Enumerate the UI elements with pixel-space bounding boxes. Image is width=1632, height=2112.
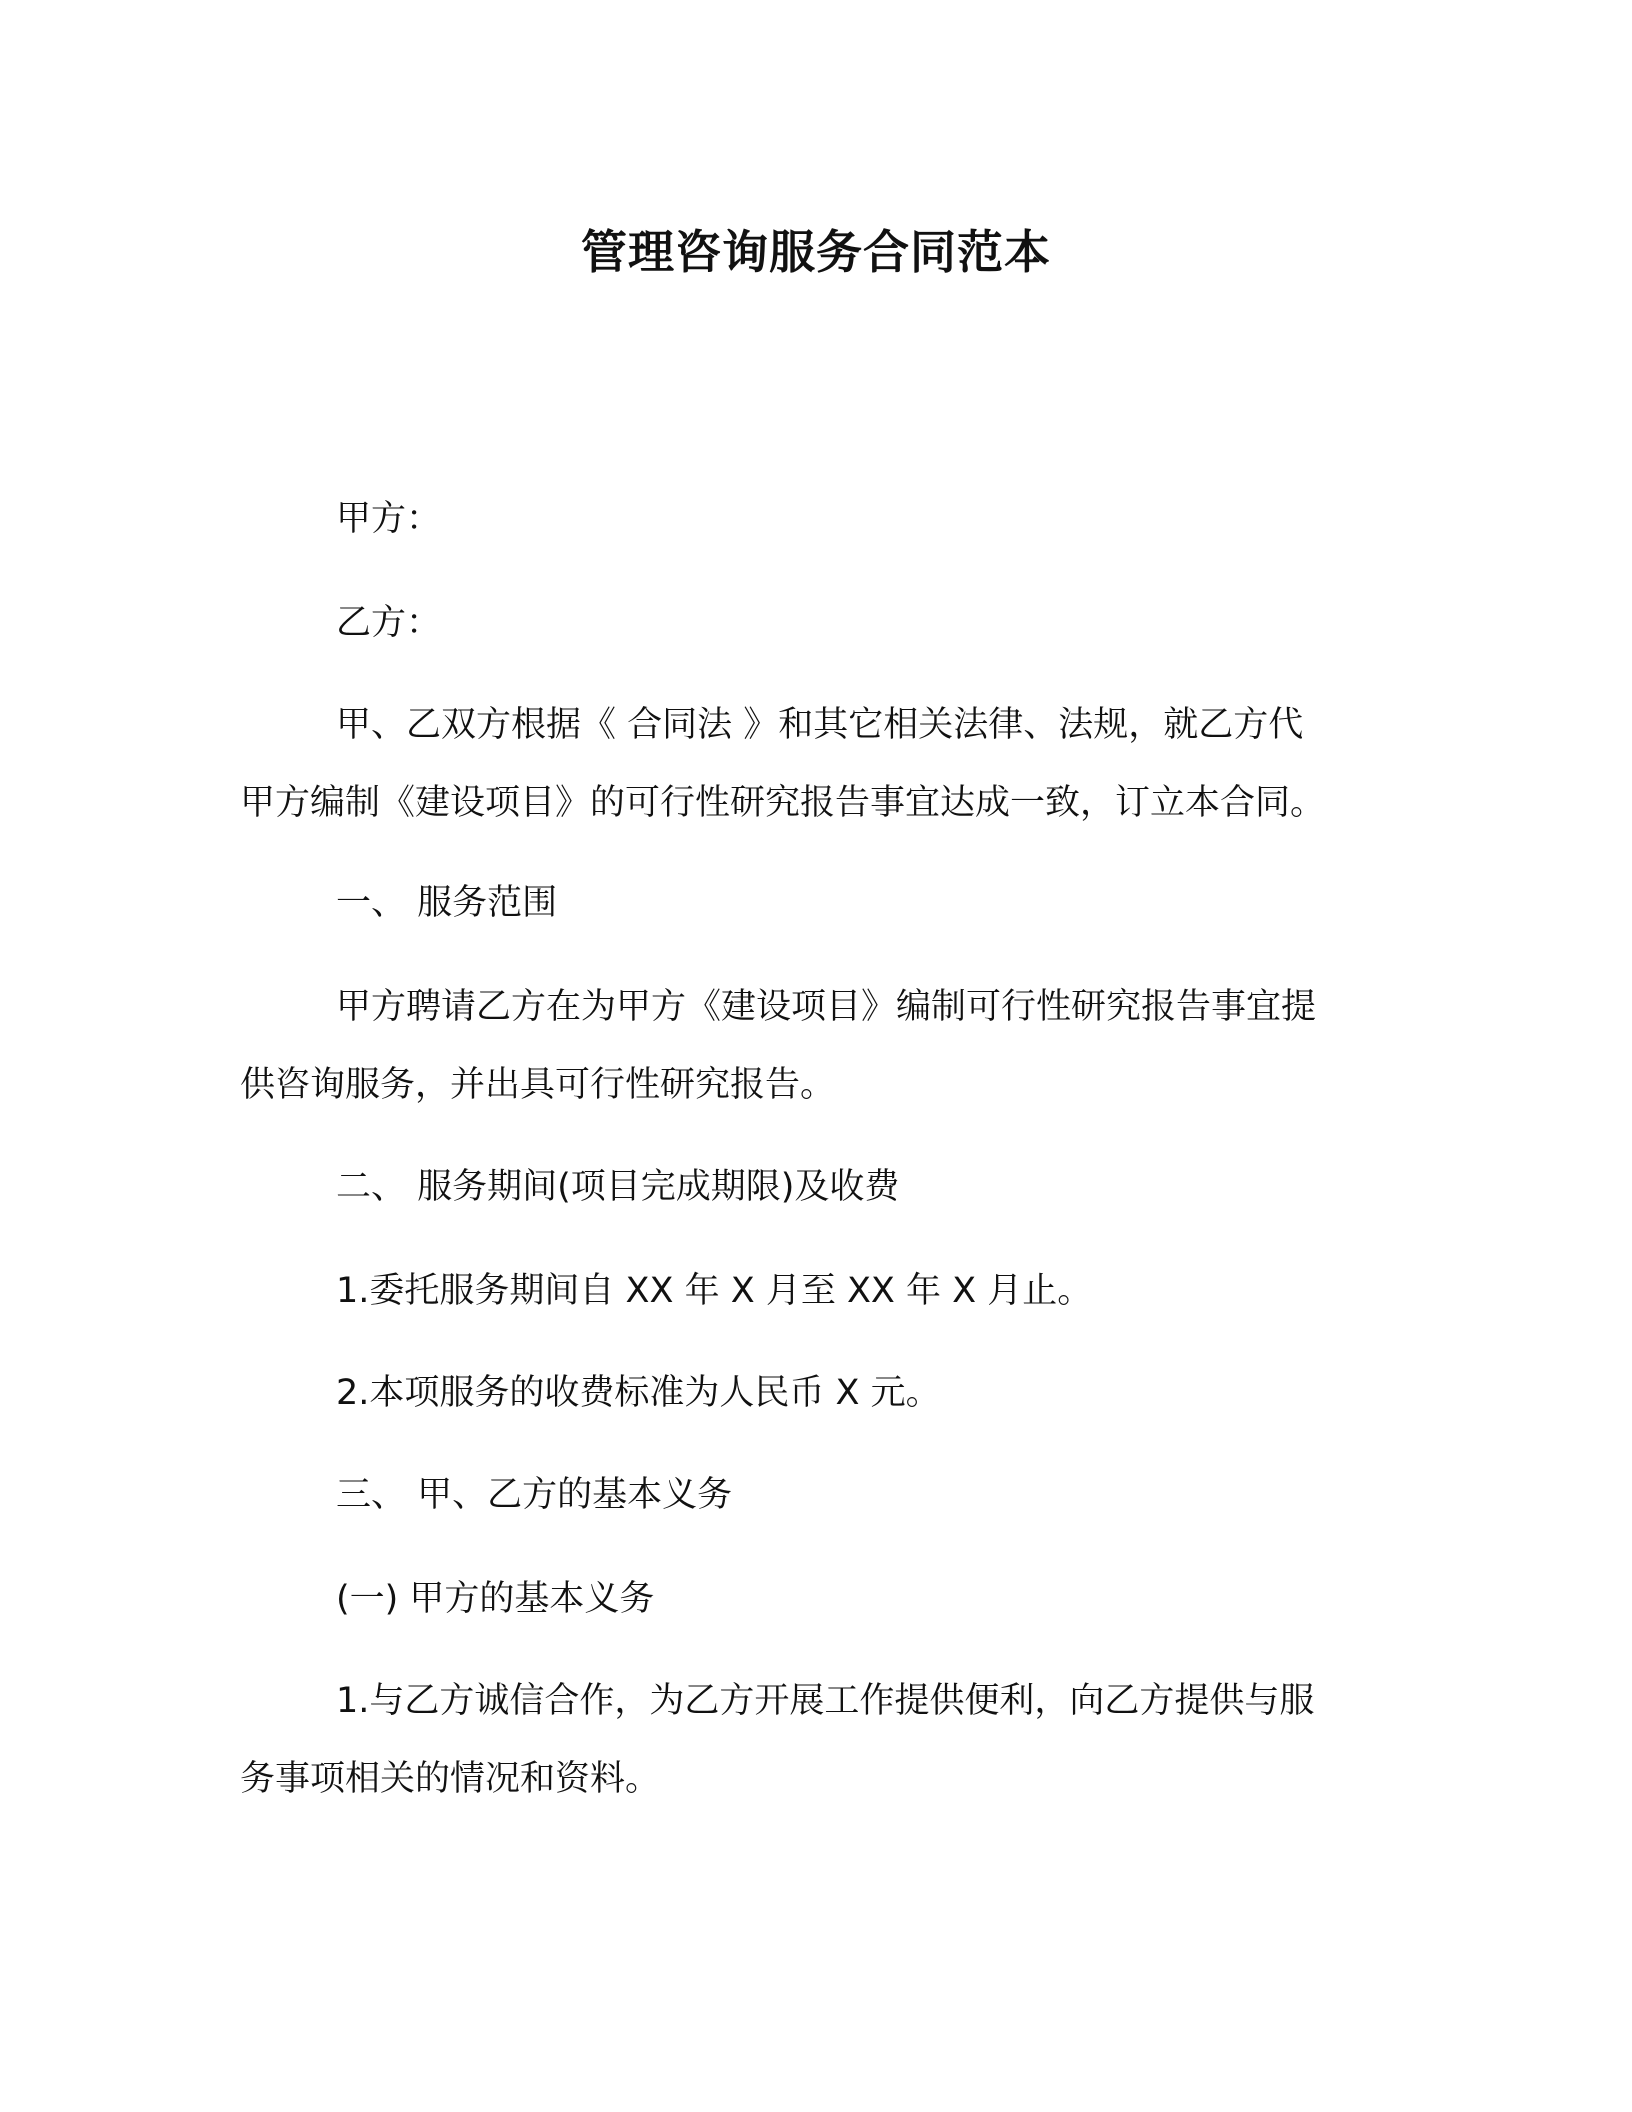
party-a-label: 甲方：: [336, 499, 442, 539]
obligation-line-1: 1.与乙方诚信合作，为乙方开展工作提供便利，向乙方提供与服: [336, 1681, 1315, 1721]
obligation-line-2: 务事项相关的情况和资料。: [240, 1759, 661, 1799]
preamble-line-1: 甲、乙双方根据《 合同法 》和其它相关法律、法规，就乙方代: [336, 705, 1304, 745]
party-b-label: 乙方：: [336, 603, 442, 643]
subsection-heading-1: (一) 甲方的基本义务: [336, 1579, 655, 1619]
scope-line-1: 甲方聘请乙方在为甲方《建设项目》编制可行性研究报告事宜提: [336, 987, 1317, 1027]
term-clause-2: 2.本项服务的收费标准为人民币 X 元。: [336, 1373, 941, 1413]
scope-line-2: 供咨询服务，并出具可行性研究报告。: [240, 1065, 836, 1105]
section-heading-1: 一、 服务范围: [336, 883, 558, 923]
preamble-line-2: 甲方编制《建设项目》的可行性研究报告事宜达成一致，订立本合同。: [240, 783, 1326, 823]
term-clause-1: 1.委托服务期间自 XX 年 X 月至 XX 年 X 月止。: [336, 1271, 1093, 1311]
document-title: 管理咨询服务合同范本: [581, 225, 1051, 279]
section-heading-2: 二、 服务期间(项目完成期限)及收费: [336, 1167, 900, 1207]
section-heading-3: 三、 甲、乙方的基本义务: [336, 1475, 733, 1515]
